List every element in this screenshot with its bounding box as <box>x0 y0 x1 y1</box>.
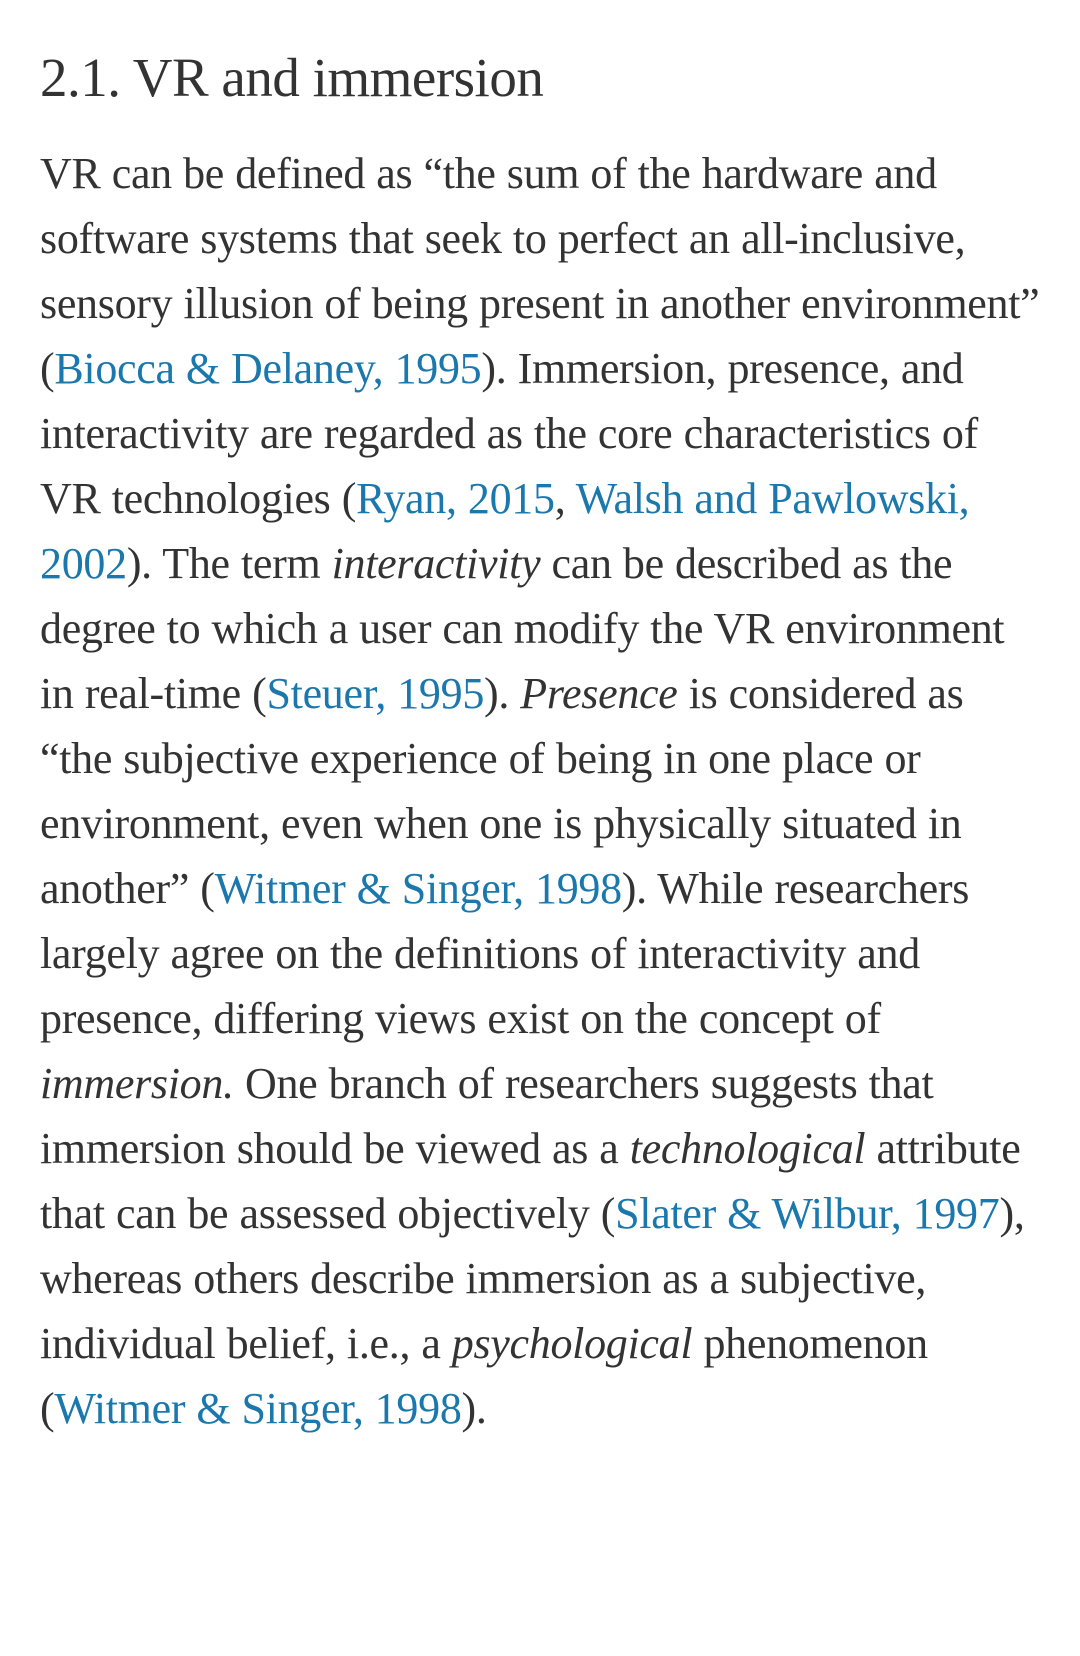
emphasis-term: psychological <box>451 1319 693 1369</box>
body-text: ), whereas others describe immersion as a subjective, individual belief, i.e., a <box>40 1189 1025 1369</box>
body-text: can be described as the degree to which a user can modify the VR environment in real-time ( <box>40 539 1005 719</box>
emphasis-term: immersion. <box>40 1059 234 1109</box>
emphasis-term: Presence <box>520 669 678 719</box>
body-text: ). While researchers largely agree on the definitions of interactivity and presence, differing views exist on the concept of <box>40 864 970 1044</box>
emphasis-term: technological <box>629 1124 866 1174</box>
body-text: One branch of researchers suggests that immersion should be viewed as a <box>40 1059 934 1174</box>
body-text: attribute that can be assessed objectively ( <box>40 1124 1021 1239</box>
citation-link[interactable]: Walsh and Pawlowski, 2002 <box>40 474 970 589</box>
section-heading: 2.1. VR and immersion <box>40 47 544 108</box>
citation-link[interactable]: Steuer, 1995 <box>266 669 485 719</box>
citation-link[interactable]: Witmer & Singer, 1998 <box>54 1384 462 1434</box>
body-text: ). <box>484 669 521 719</box>
citation-link[interactable]: Slater & Wilbur, 1997 <box>615 1189 1000 1239</box>
citation-link[interactable]: Biocca & Delaney, 1995 <box>54 344 482 394</box>
body-text: phenomenon ( <box>40 1319 928 1434</box>
emphasis-term: interactivity <box>331 539 541 589</box>
citation-link[interactable]: Witmer & Singer, 1998 <box>214 864 622 914</box>
section-paragraph <box>40 141 1045 1441</box>
body-text: ). <box>461 1384 487 1434</box>
body-text: ). Immersion, presence, and interactivity are regarded as the core characteristics of VR technologies ( <box>40 344 978 524</box>
body-text: , <box>554 474 576 524</box>
body-text: VR can be defined as “the sum of the hardware and software systems that seek to perfect an all-inclusive, sensory illusion of being present in another environment” ( <box>40 149 1040 394</box>
citation-link[interactable]: Ryan, 2015 <box>356 474 555 524</box>
body-text: is considered as “the subjective experience of being in one place or environment, even when one is physically situated in another” ( <box>40 669 964 914</box>
body-text: ). The term <box>126 539 332 589</box>
